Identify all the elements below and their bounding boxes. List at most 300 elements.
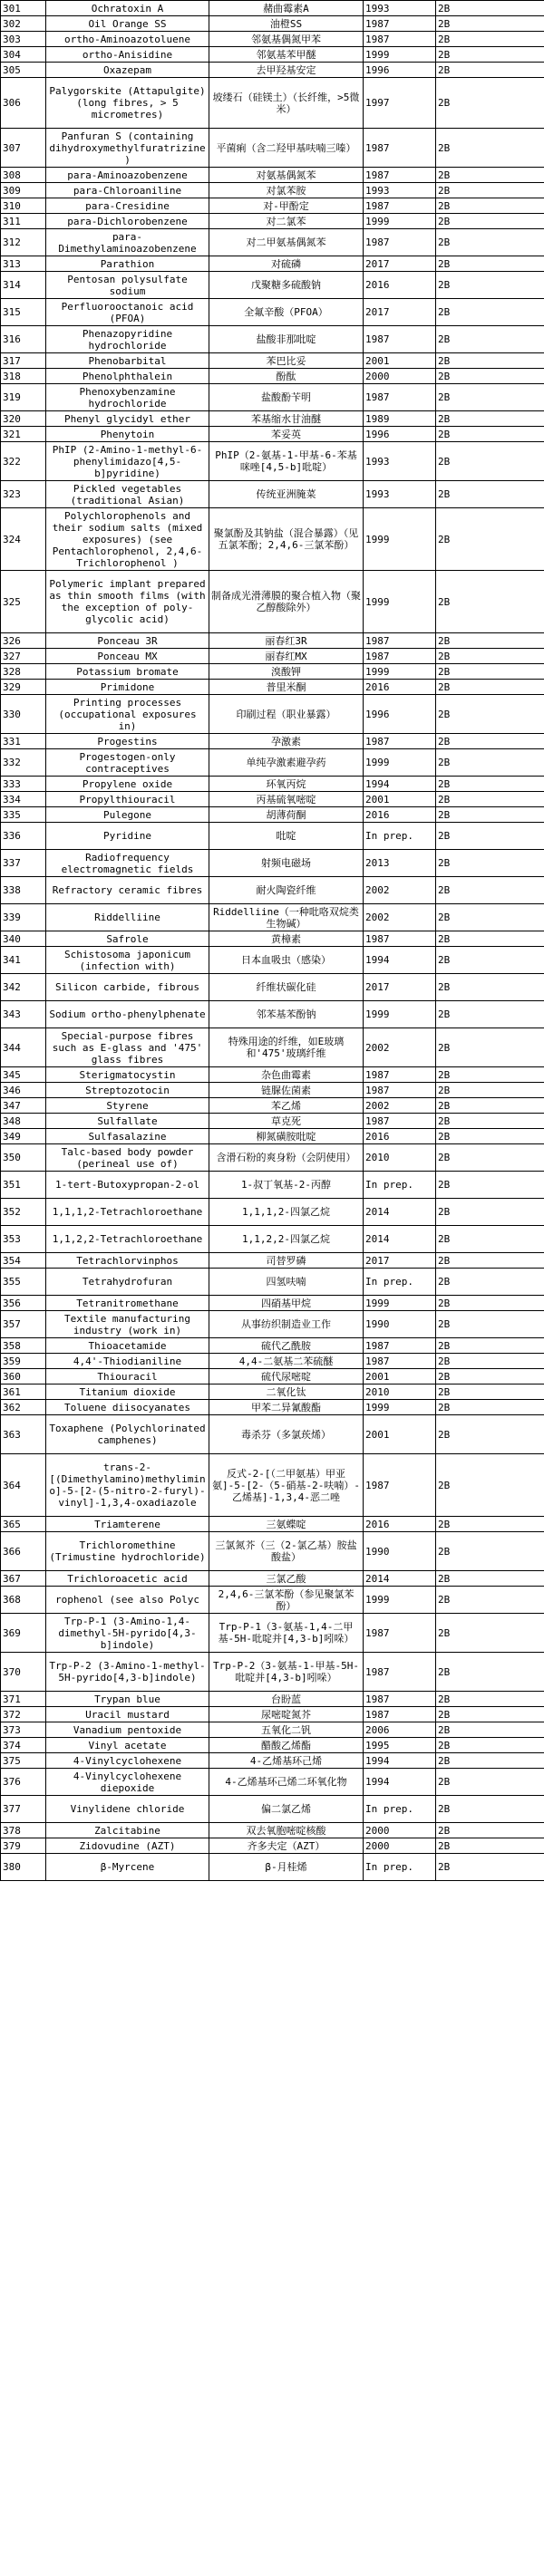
agent-name-english: Pulegone [46, 807, 209, 823]
classification-group: 2B [436, 1738, 544, 1753]
agent-name-chinese: 日本血吸虫（感染） [209, 947, 364, 974]
table-row [1, 1854, 544, 1881]
agent-name-chinese: 四硝基甲烷 [209, 1296, 364, 1311]
agent-name-chinese: 对硫磷 [209, 256, 364, 272]
evaluation-year: 1994 [364, 1753, 436, 1769]
agent-name-english: 4,4'-Thiodianiline [46, 1354, 209, 1369]
agent-name-english: Vinylidene chloride [46, 1796, 209, 1823]
table-row [1, 16, 544, 32]
evaluation-year: 2017 [364, 299, 436, 326]
agent-name-chinese: 台盼蓝 [209, 1692, 364, 1707]
agent-name-english: Tetrahydrofuran [46, 1269, 209, 1296]
table-row [1, 695, 544, 734]
table-row [1, 411, 544, 427]
evaluation-year: 1987 [364, 326, 436, 353]
agent-name-english: Sodium ortho-phenylphenate [46, 1001, 209, 1028]
row-number: 363 [1, 1415, 46, 1454]
agent-name-english: Progestins [46, 734, 209, 749]
agent-name-english: Pentosan polysulfate sodium [46, 272, 209, 299]
agent-name-chinese: 去甲羟基安定 [209, 63, 364, 78]
agent-name-english: Tetrachlorvinphos [46, 1253, 209, 1269]
table-row [1, 183, 544, 198]
table-row [1, 442, 544, 481]
classification-group: 2B [436, 47, 544, 63]
table-row [1, 1338, 544, 1354]
agent-name-chinese: 制备成光滑薄膜的聚合植入物（聚乙醇酸除外） [209, 571, 364, 633]
agent-name-english: Silicon carbide, fibrous [46, 974, 209, 1001]
row-number: 345 [1, 1067, 46, 1083]
table-row [1, 47, 544, 63]
row-number: 339 [1, 904, 46, 931]
agent-name-chinese: 邻氨基苯甲醚 [209, 47, 364, 63]
row-number: 323 [1, 481, 46, 508]
row-number: 355 [1, 1269, 46, 1296]
table-row [1, 1454, 544, 1517]
agent-name-chinese: 毒杀芬（多氯莰烯） [209, 1415, 364, 1454]
classification-group: 2B [436, 508, 544, 571]
classification-group: 2B [436, 792, 544, 807]
row-number: 376 [1, 1769, 46, 1796]
classification-group: 2B [436, 1311, 544, 1338]
agent-name-chinese: 丽春红MX [209, 649, 364, 664]
agent-name-chinese: 坡缕石（硅镁土）（长纤维，>5微米） [209, 78, 364, 129]
agent-name-chinese: 五氧化二钒 [209, 1722, 364, 1738]
table-row [1, 877, 544, 904]
agent-name-english: Polychlorophenols and their sodium salts (mixed exposures) (see Pentachlorophenol, 2,4,6-Trichlorophenol ) [46, 508, 209, 571]
agent-name-chinese: 1,1,1,2-四氯乙烷 [209, 1199, 364, 1226]
table-row [1, 1753, 544, 1769]
table-row [1, 1653, 544, 1692]
agent-name-english: Progestogen-only contraceptives [46, 749, 209, 777]
row-number: 351 [1, 1172, 46, 1199]
row-number: 326 [1, 633, 46, 649]
classification-group: 2B [436, 1, 544, 16]
row-number: 358 [1, 1338, 46, 1354]
agent-name-english: Trichloroacetic acid [46, 1571, 209, 1587]
table-row [1, 214, 544, 229]
agent-name-english: Trp-P-2 (3-Amino-1-methyl-5H-pyrido[4,3-b]indole) [46, 1653, 209, 1692]
agent-name-english: Vinyl acetate [46, 1738, 209, 1753]
classification-group: 2B [436, 442, 544, 481]
row-number: 325 [1, 571, 46, 633]
agent-name-chinese: 单纯孕激素避孕药 [209, 749, 364, 777]
classification-group: 2B [436, 931, 544, 947]
row-number: 341 [1, 947, 46, 974]
evaluation-year: 1997 [364, 78, 436, 129]
table-row [1, 1028, 544, 1067]
table-row [1, 63, 544, 78]
classification-group: 2B [436, 1400, 544, 1415]
row-number: 340 [1, 931, 46, 947]
classification-group: 2B [436, 1532, 544, 1571]
table-row [1, 1384, 544, 1400]
evaluation-year: 2002 [364, 904, 436, 931]
agent-name-english: Titanium dioxide [46, 1384, 209, 1400]
agent-name-chinese: 硫代乙酰胺 [209, 1338, 364, 1354]
row-number: 373 [1, 1722, 46, 1738]
agent-name-english: PhIP (2-Amino-1-methyl-6-phenylimidazo[4,5-b]pyridine) [46, 442, 209, 481]
agent-name-chinese: 2,4,6-三氯苯酚（参见聚氯苯酚） [209, 1587, 364, 1614]
classification-group: 2B [436, 1614, 544, 1653]
table-row [1, 1769, 544, 1796]
evaluation-year: 1987 [364, 198, 436, 214]
classification-group: 2B [436, 183, 544, 198]
row-number: 331 [1, 734, 46, 749]
classification-group: 2B [436, 1587, 544, 1614]
evaluation-year: 1987 [364, 931, 436, 947]
row-number: 366 [1, 1532, 46, 1571]
row-number: 332 [1, 749, 46, 777]
agent-name-chinese: 赭曲霉素A [209, 1, 364, 16]
classification-group: 2B [436, 1354, 544, 1369]
table-row [1, 823, 544, 850]
classification-group: 2B [436, 63, 544, 78]
table-row [1, 680, 544, 695]
agent-name-chinese: 印刷过程（职业暴露） [209, 695, 364, 734]
agent-name-english: Pickled vegetables (traditional Asian) [46, 481, 209, 508]
table-row [1, 1400, 544, 1415]
evaluation-year: 1987 [364, 1114, 436, 1129]
evaluation-year: 2010 [364, 1144, 436, 1172]
evaluation-year: 2014 [364, 1199, 436, 1226]
classification-group: 2B [436, 877, 544, 904]
evaluation-year: 1993 [364, 442, 436, 481]
agent-name-english: Perfluorooctanoic acid (PFOA) [46, 299, 209, 326]
agent-name-english: Pyridine [46, 823, 209, 850]
classification-group: 2B [436, 353, 544, 369]
classification-group: 2B [436, 823, 544, 850]
agent-name-chinese: 1-叔丁氧基-2-丙醇 [209, 1172, 364, 1199]
row-number: 336 [1, 823, 46, 850]
classification-group: 2B [436, 571, 544, 633]
evaluation-year: In prep. [364, 1796, 436, 1823]
row-number: 367 [1, 1571, 46, 1587]
classification-group: 2B [436, 1854, 544, 1881]
row-number: 313 [1, 256, 46, 272]
evaluation-year: 2014 [364, 1571, 436, 1587]
row-number: 318 [1, 369, 46, 384]
agent-name-english: Talc-based body powder (perineal use of) [46, 1144, 209, 1172]
table-row [1, 1722, 544, 1738]
row-number: 343 [1, 1001, 46, 1028]
table-row [1, 78, 544, 129]
evaluation-year: 1987 [364, 32, 436, 47]
evaluation-year: 1987 [364, 1338, 436, 1354]
table-row [1, 1172, 544, 1199]
agent-name-english: Safrole [46, 931, 209, 947]
row-number: 338 [1, 877, 46, 904]
table-row [1, 1738, 544, 1753]
evaluation-year: 2002 [364, 1098, 436, 1114]
row-number: 380 [1, 1854, 46, 1881]
row-number: 312 [1, 229, 46, 256]
table-row [1, 326, 544, 353]
agent-name-english: Phenyl glycidyl ether [46, 411, 209, 427]
agent-name-chinese: 酚酞 [209, 369, 364, 384]
agent-name-english: Zalcitabine [46, 1823, 209, 1838]
agent-name-english: Panfuran S (containing dihydroxymethylfuratrizine) [46, 129, 209, 168]
agent-name-english: Phenobarbital [46, 353, 209, 369]
agent-name-english: 1-tert-Butoxypropan-2-ol [46, 1172, 209, 1199]
table-body [1, 1, 544, 1881]
agent-name-english: Polymeric implant prepared as thin smooth films (with the exception of poly-glycolic acid) [46, 571, 209, 633]
agent-name-english: Vanadium pentoxide [46, 1722, 209, 1738]
classification-group: 2B [436, 1692, 544, 1707]
agent-name-english: 4-Vinylcyclohexene diepoxide [46, 1769, 209, 1796]
agent-name-chinese: 对氯苯胺 [209, 183, 364, 198]
classification-group: 2B [436, 326, 544, 353]
classification-group: 2B [436, 1753, 544, 1769]
classification-group: 2B [436, 1172, 544, 1199]
evaluation-year: 2002 [364, 1028, 436, 1067]
agent-name-english: Trichloromethine (Trimustine hydrochloride) [46, 1532, 209, 1571]
row-number: 321 [1, 427, 46, 442]
row-number: 362 [1, 1400, 46, 1415]
agent-name-chinese: 司替罗磷 [209, 1253, 364, 1269]
row-number: 379 [1, 1838, 46, 1854]
classification-group: 2B [436, 1838, 544, 1854]
row-number: 320 [1, 411, 46, 427]
row-number: 377 [1, 1796, 46, 1823]
evaluation-year: 2006 [364, 1722, 436, 1738]
agent-name-english: para-Chloroaniline [46, 183, 209, 198]
classification-group: 2B [436, 649, 544, 664]
table-row [1, 1253, 544, 1269]
row-number: 305 [1, 63, 46, 78]
agent-name-chinese: 三氨蝶啶 [209, 1517, 364, 1532]
table-row [1, 1707, 544, 1722]
evaluation-year: 1990 [364, 1532, 436, 1571]
agent-name-english: trans-2-[(Dimethylamino)methylimino]-5-[2-(5-nitro-2-furyl)-vinyl]-1,3,4-oxadiazole [46, 1454, 209, 1517]
table-row [1, 974, 544, 1001]
evaluation-year: 2001 [364, 353, 436, 369]
agent-name-chinese: 射频电磁场 [209, 850, 364, 877]
classification-group: 2B [436, 1098, 544, 1114]
table-row [1, 508, 544, 571]
agent-name-chinese: 戊聚糖多硫酸钠 [209, 272, 364, 299]
table-row [1, 299, 544, 326]
evaluation-year: 1987 [364, 633, 436, 649]
evaluation-year: In prep. [364, 1269, 436, 1296]
row-number: 328 [1, 664, 46, 680]
agent-name-chinese: 齐多夫定（AZT） [209, 1838, 364, 1854]
row-number: 360 [1, 1369, 46, 1384]
table-row [1, 1587, 544, 1614]
table-row [1, 1067, 544, 1083]
classification-group: 2B [436, 633, 544, 649]
row-number: 375 [1, 1753, 46, 1769]
evaluation-year: 1996 [364, 695, 436, 734]
row-number: 327 [1, 649, 46, 664]
table-row [1, 369, 544, 384]
evaluation-year: 2014 [364, 1226, 436, 1253]
agent-name-chinese: 柳氮磺胺吡啶 [209, 1129, 364, 1144]
table-row [1, 129, 544, 168]
evaluation-year: 1996 [364, 63, 436, 78]
table-row [1, 481, 544, 508]
row-number: 307 [1, 129, 46, 168]
table-row [1, 1144, 544, 1172]
table-row [1, 1269, 544, 1296]
agent-name-english: Phenytoin [46, 427, 209, 442]
row-number: 342 [1, 974, 46, 1001]
agent-name-chinese: 普里米酮 [209, 680, 364, 695]
agent-name-chinese: Riddelliine（一种吡咯双烷类生物碱） [209, 904, 364, 931]
table-row [1, 32, 544, 47]
agent-name-english: 4-Vinylcyclohexene [46, 1753, 209, 1769]
agent-name-english: Sulfasalazine [46, 1129, 209, 1144]
row-number: 302 [1, 16, 46, 32]
classification-group: 2B [436, 168, 544, 183]
table-row [1, 1838, 544, 1854]
evaluation-year: 1993 [364, 183, 436, 198]
table-row [1, 198, 544, 214]
table-row [1, 1226, 544, 1253]
evaluation-year: 2001 [364, 1415, 436, 1454]
agent-name-chinese: 尿嘧啶氮芥 [209, 1707, 364, 1722]
agent-name-english: Thiouracil [46, 1369, 209, 1384]
classification-group: 2B [436, 1067, 544, 1083]
evaluation-year: 1999 [364, 1001, 436, 1028]
row-number: 371 [1, 1692, 46, 1707]
table-row [1, 649, 544, 664]
agent-name-chinese: 纤维状碳化硅 [209, 974, 364, 1001]
agent-name-chinese: 醋酸乙烯酯 [209, 1738, 364, 1753]
agent-name-chinese: 二氧化钛 [209, 1384, 364, 1400]
evaluation-year: 2016 [364, 807, 436, 823]
agent-name-chinese: 杂色曲霉素 [209, 1067, 364, 1083]
evaluation-year: 1989 [364, 411, 436, 427]
classification-group: 2B [436, 1114, 544, 1129]
row-number: 330 [1, 695, 46, 734]
agent-name-chinese: 甲苯二异氰酸酯 [209, 1400, 364, 1415]
row-number: 322 [1, 442, 46, 481]
classification-group: 2B [436, 1384, 544, 1400]
row-number: 324 [1, 508, 46, 571]
classification-group: 2B [436, 1269, 544, 1296]
agent-name-english: 1,1,2,2-Tetrachloroethane [46, 1226, 209, 1253]
row-number: 333 [1, 777, 46, 792]
classification-group: 2B [436, 272, 544, 299]
table-row [1, 272, 544, 299]
agent-name-english: Phenolphthalein [46, 369, 209, 384]
evaluation-year: 1996 [364, 427, 436, 442]
agent-name-chinese: 平菌痢（含二羟甲基呋喃三嗪） [209, 129, 364, 168]
table-row [1, 1114, 544, 1129]
row-number: 369 [1, 1614, 46, 1653]
agent-name-chinese: 草克死 [209, 1114, 364, 1129]
row-number: 359 [1, 1354, 46, 1369]
classification-group: 2B [436, 1001, 544, 1028]
agent-name-english: Sterigmatocystin [46, 1067, 209, 1083]
row-number: 378 [1, 1823, 46, 1838]
table-row [1, 734, 544, 749]
table-row [1, 571, 544, 633]
table-row [1, 807, 544, 823]
agent-name-chinese: 对二甲氨基偶氮苯 [209, 229, 364, 256]
row-number: 306 [1, 78, 46, 129]
agent-name-english: Propylene oxide [46, 777, 209, 792]
table-row [1, 1083, 544, 1098]
evaluation-year: 1990 [364, 1311, 436, 1338]
evaluation-year: 2017 [364, 256, 436, 272]
evaluation-year: 1999 [364, 214, 436, 229]
row-number: 364 [1, 1454, 46, 1517]
classification-group: 2B [436, 1769, 544, 1796]
evaluation-year: 1987 [364, 1083, 436, 1098]
agent-name-chinese: 硫代尿嘧啶 [209, 1369, 364, 1384]
classification-group: 2B [436, 974, 544, 1001]
evaluation-year: In prep. [364, 823, 436, 850]
agent-name-chinese: 双去氧胞嘧啶核酸 [209, 1823, 364, 1838]
classification-group: 2B [436, 229, 544, 256]
classification-group: 2B [436, 427, 544, 442]
evaluation-year: 2001 [364, 792, 436, 807]
table-row [1, 931, 544, 947]
evaluation-year: 1987 [364, 229, 436, 256]
row-number: 352 [1, 1199, 46, 1226]
agent-name-chinese: 邻苯基苯酚钠 [209, 1001, 364, 1028]
classification-group: 2B [436, 1226, 544, 1253]
evaluation-year: 1987 [364, 1653, 436, 1692]
table-row [1, 1129, 544, 1144]
table-row [1, 1098, 544, 1114]
agent-name-chinese: 对氨基偶氮苯 [209, 168, 364, 183]
table-row [1, 1415, 544, 1454]
evaluation-year: 1999 [364, 664, 436, 680]
agent-name-english: Thioacetamide [46, 1338, 209, 1354]
evaluation-year: 2017 [364, 974, 436, 1001]
agent-name-english: Toxaphene (Polychlorinated camphenes) [46, 1415, 209, 1454]
agent-name-english: Trp-P-1 (3-Amino-1,4-dimethyl-5H-pyrido[4,3-b]indole) [46, 1614, 209, 1653]
classification-group: 2B [436, 947, 544, 974]
table-row [1, 1517, 544, 1532]
table-row [1, 664, 544, 680]
agent-name-chinese: 盐酸酚苄明 [209, 384, 364, 411]
row-number: 311 [1, 214, 46, 229]
row-number: 346 [1, 1083, 46, 1098]
agent-name-chinese: 1,1,2,2-四氯乙烷 [209, 1226, 364, 1253]
table-row [1, 168, 544, 183]
agent-name-english: Printing processes (occupational exposures in) [46, 695, 209, 734]
agent-name-english: Toluene diisocyanates [46, 1400, 209, 1415]
row-number: 337 [1, 850, 46, 877]
agent-name-chinese: 盐酸非那吡啶 [209, 326, 364, 353]
table-row [1, 1532, 544, 1571]
evaluation-year: 1987 [364, 649, 436, 664]
table-row [1, 1796, 544, 1823]
agent-name-english: Oil Orange SS [46, 16, 209, 32]
classification-group: 2B [436, 1707, 544, 1722]
agent-name-chinese: 胡薄荷酮 [209, 807, 364, 823]
classification-group: 2B [436, 734, 544, 749]
agent-name-english: Radiofrequency electromagnetic fields [46, 850, 209, 877]
agent-name-english: Trypan blue [46, 1692, 209, 1707]
agent-name-chinese: 耐火陶瓷纤维 [209, 877, 364, 904]
agent-name-chinese: 苯基缩水甘油醚 [209, 411, 364, 427]
agent-name-english: Ochratoxin A [46, 1, 209, 16]
agent-name-english: Parathion [46, 256, 209, 272]
evaluation-year: 2000 [364, 1838, 436, 1854]
row-number: 353 [1, 1226, 46, 1253]
classification-group: 2B [436, 481, 544, 508]
agent-name-chinese: 黄樟素 [209, 931, 364, 947]
agent-name-chinese: 全氟辛酸（PFOA） [209, 299, 364, 326]
agent-name-chinese: 对二氯苯 [209, 214, 364, 229]
agent-name-chinese: 4-乙烯基环己烯 [209, 1753, 364, 1769]
table-row [1, 1296, 544, 1311]
classification-group: 2B [436, 1369, 544, 1384]
